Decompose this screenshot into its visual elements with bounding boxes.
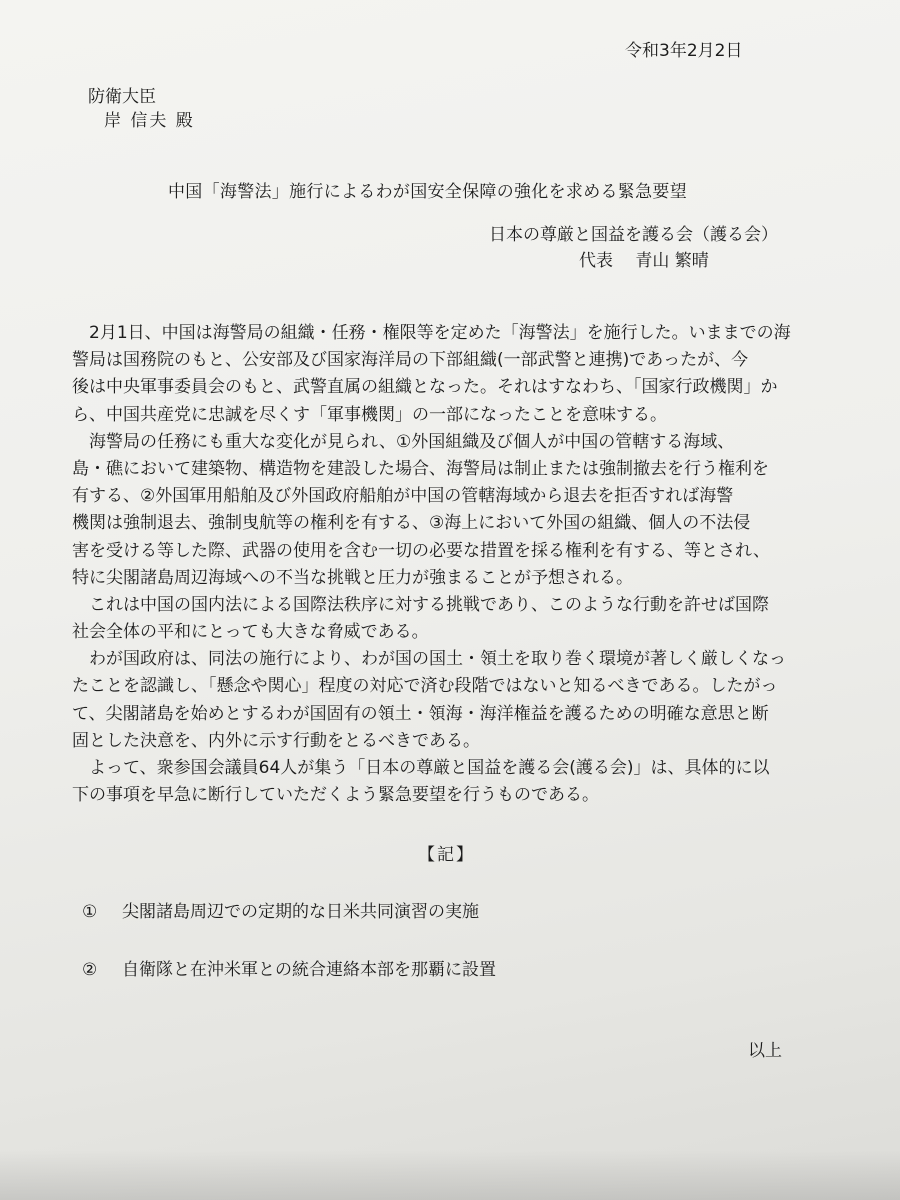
request-item bbox=[82, 957, 496, 983]
page-shadow bbox=[0, 1150, 900, 1200]
document-subject: 中国「海警法」施行によるわが国安全保障の強化を求める緊急要望 bbox=[168, 182, 687, 202]
sender-organization: 日本の尊厳と国益を護る会（護る会） bbox=[489, 225, 778, 245]
body-line: て、尖閣諸島を始めとするわが国固有の領土・領海・海洋権益を護るための明確な意思と断 bbox=[72, 703, 769, 724]
body-line: 社会全体の平和にとっても大きな脅威である。 bbox=[72, 622, 429, 643]
document-date: 令和3年2月2日 bbox=[625, 41, 743, 61]
body-line: 固とした決意を、内外に示す行動をとるべきである。 bbox=[72, 730, 480, 751]
body-line: 有する、②外国軍用船舶及び外国政府船舶が中国の管轄海域から退去を拒否すれば海警 bbox=[72, 486, 734, 507]
ki-heading: 【記】 bbox=[418, 845, 475, 865]
body-line: 害を受ける等した際、武器の使用を含む一切の必要な措置を採る権利を有する、等とされ、 bbox=[72, 540, 771, 561]
item-number: ② bbox=[82, 960, 98, 980]
body-line: たことを認識し、「懸念や関心」程度の対応で済む段階ではないと知るべきである。したがっ bbox=[72, 676, 778, 697]
body-line: 特に尖閣諸島周辺海域への不当な挑戦と圧力が強まることが予想される。 bbox=[72, 567, 633, 588]
addressee-name: 岸 信夫 殿 bbox=[104, 111, 195, 131]
body-line: これは中国の国内法による国際法秩序に対する挑戦であり、このような行動を許せば国際 bbox=[72, 594, 769, 615]
item-text: 自衛隊と在沖米軍との統合連絡本部を那覇に設置 bbox=[122, 960, 496, 980]
item-text: 尖閣諸島周辺での定期的な日米共同演習の実施 bbox=[122, 902, 479, 922]
closing-mark: 以上 bbox=[748, 1041, 782, 1061]
body-line: ら、中国共産党に忠誠を尽くす「軍事機関」の一部になったことを意味する。 bbox=[72, 404, 667, 425]
body-line: わが国政府は、同法の施行により、わが国の国土・領土を取り巻く環境が著しく厳しくなっ bbox=[72, 649, 786, 670]
item-number: ① bbox=[82, 902, 98, 922]
sender-representative: 代表 青山 繁晴 bbox=[579, 251, 709, 271]
body-line: よって、衆参国会議員64人が集う「日本の尊厳と国益を護る会(護る会)」は、具体的に以 bbox=[72, 758, 770, 778]
body-line: 島・礁において建築物、構造物を建設した場合、海警局は制止または強制撤去を行う権利を bbox=[72, 458, 769, 479]
body-line: 2月1日、中国は海警局の組織・任務・権限等を定めた「海警法」を施行した。いままでの海 bbox=[72, 323, 791, 343]
body-line: 警局は国務院のもと、公安部及び国家海洋局の下部組織(一部武警と連携)であったが、今 bbox=[72, 350, 749, 371]
request-item bbox=[82, 899, 479, 925]
body-line: 機関は強制退去、強制曳航等の権利を有する、③海上において外国の組織、個人の不法侵 bbox=[72, 513, 751, 534]
body-line: 下の事項を早急に断行していただくよう緊急要望を行うものである。 bbox=[72, 785, 599, 806]
body-line: 後は中央軍事委員会のもと、武警直属の組織となった。それはすなわち、「国家行政機関」か bbox=[72, 377, 778, 398]
body-text bbox=[72, 320, 812, 809]
body-line: 海警局の任務にも重大な変化が見られ、①外国組織及び個人が中国の管轄する海域、 bbox=[72, 431, 735, 452]
addressee-title: 防衛大臣 bbox=[88, 87, 156, 107]
